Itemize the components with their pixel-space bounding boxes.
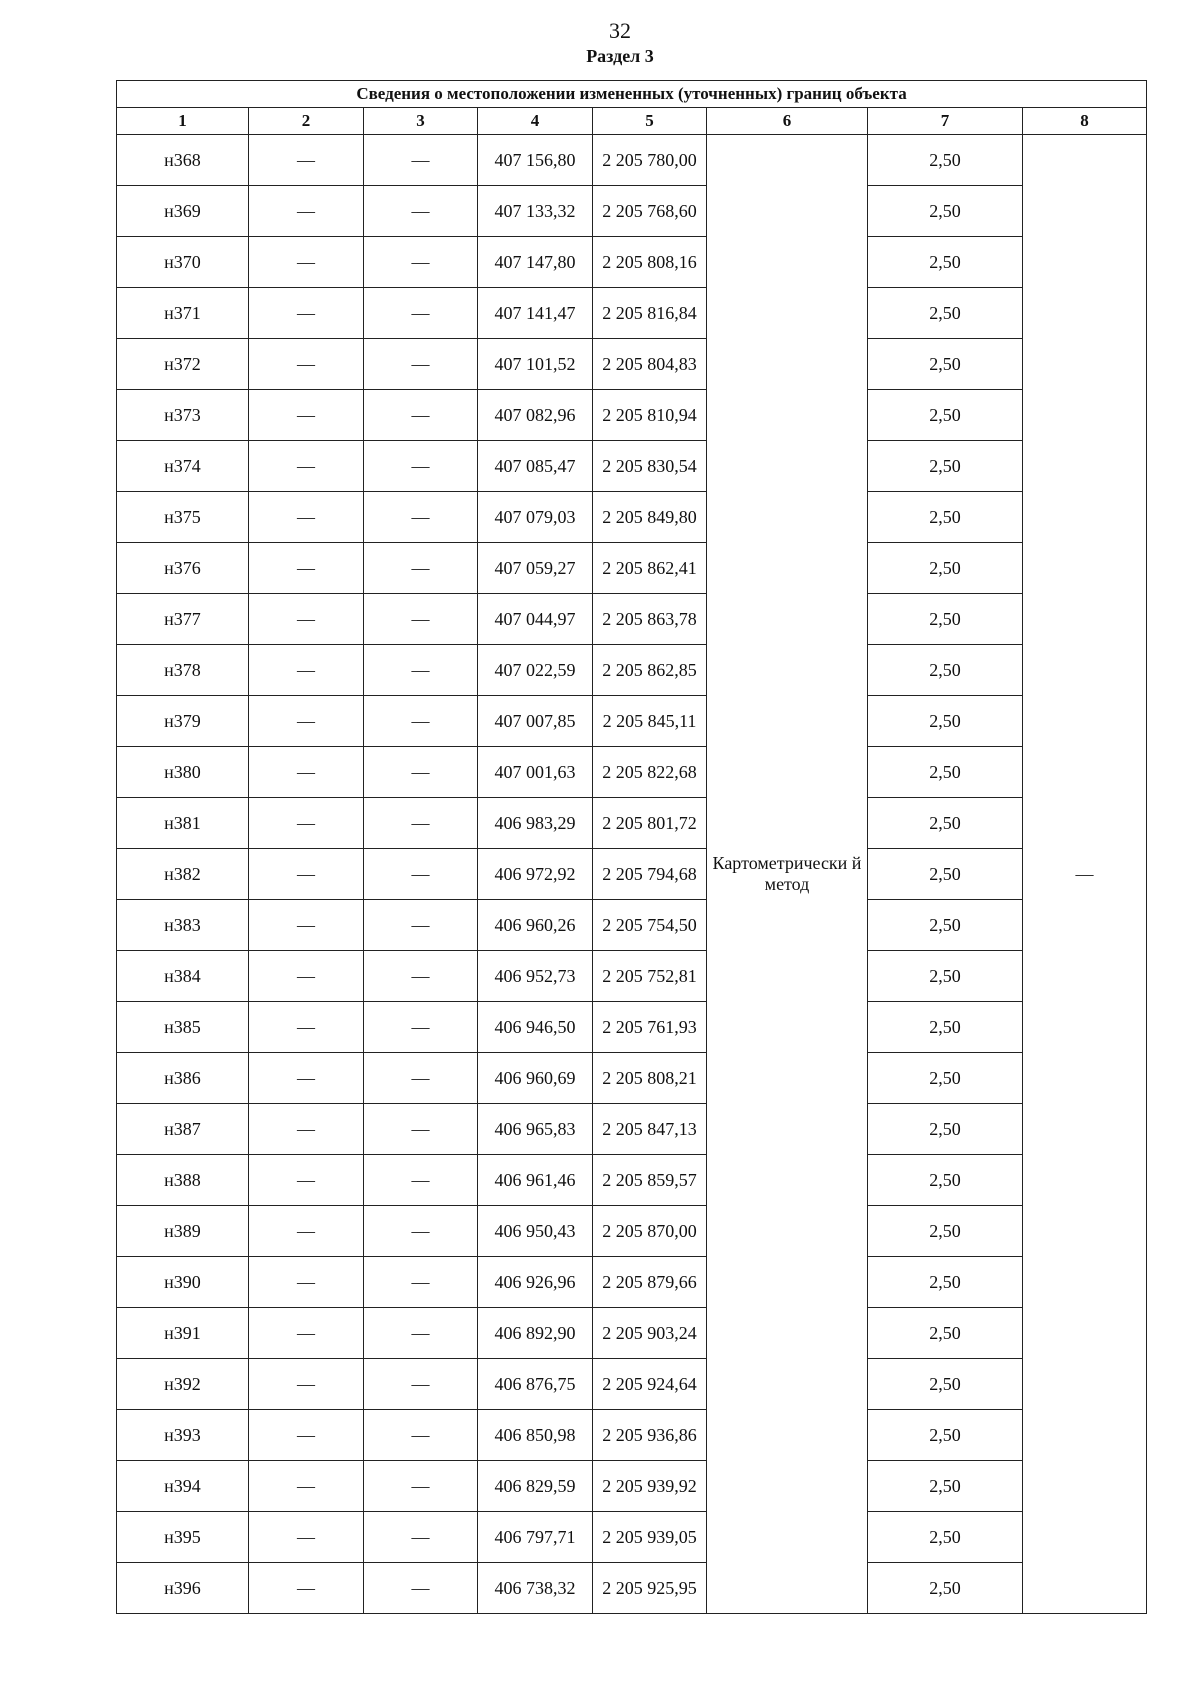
method-cell: Картометрически й метод [707,135,868,1614]
point-cell: н382 [117,849,249,900]
column-2-cell: — [249,1308,364,1359]
y-coordinate-cell: 2 205 794,68 [593,849,707,900]
x-coordinate-cell: 406 960,69 [478,1053,593,1104]
table-row [117,849,1147,900]
x-coordinate-cell: 406 892,90 [478,1308,593,1359]
y-coordinate-cell: 2 205 822,68 [593,747,707,798]
table-row [117,900,1147,951]
column-2-cell: — [249,492,364,543]
point-cell: н393 [117,1410,249,1461]
column-3-cell: — [364,747,478,798]
column-3-cell: — [364,288,478,339]
y-coordinate-cell: 2 205 939,05 [593,1512,707,1563]
point-cell: н385 [117,1002,249,1053]
table-row [117,186,1147,237]
y-coordinate-cell: 2 205 862,41 [593,543,707,594]
point-cell: н381 [117,798,249,849]
column-2-cell: — [249,1461,364,1512]
table-row [117,645,1147,696]
point-cell: н378 [117,645,249,696]
accuracy-cell: 2,50 [868,339,1023,390]
column-2-cell: — [249,1206,364,1257]
x-coordinate-cell: 406 960,26 [478,900,593,951]
table-row [117,339,1147,390]
accuracy-cell: 2,50 [868,594,1023,645]
column-2-cell: — [249,951,364,1002]
column-header-4: 4 [478,108,593,135]
point-cell: н376 [117,543,249,594]
y-coordinate-cell: 2 205 780,00 [593,135,707,186]
column-3-cell: — [364,1155,478,1206]
y-coordinate-cell: 2 205 936,86 [593,1410,707,1461]
point-cell: н388 [117,1155,249,1206]
x-coordinate-cell: 406 797,71 [478,1512,593,1563]
x-coordinate-cell: 407 082,96 [478,390,593,441]
table-row [117,1308,1147,1359]
y-coordinate-cell: 2 205 830,54 [593,441,707,492]
x-coordinate-cell: 406 961,46 [478,1155,593,1206]
accuracy-cell: 2,50 [868,492,1023,543]
column-header-2: 2 [249,108,364,135]
accuracy-cell: 2,50 [868,747,1023,798]
accuracy-cell: 2,50 [868,1563,1023,1614]
y-coordinate-cell: 2 205 849,80 [593,492,707,543]
point-cell: н377 [117,594,249,645]
point-cell: н395 [117,1512,249,1563]
column-3-cell: — [364,900,478,951]
point-cell: н389 [117,1206,249,1257]
point-cell: н386 [117,1053,249,1104]
column-3-cell: — [364,492,478,543]
table-row [117,594,1147,645]
point-cell: н383 [117,900,249,951]
y-coordinate-cell: 2 205 804,83 [593,339,707,390]
column-2-cell: — [249,237,364,288]
y-coordinate-cell: 2 205 808,16 [593,237,707,288]
table-row [117,1053,1147,1104]
x-coordinate-cell: 406 850,98 [478,1410,593,1461]
x-coordinate-cell: 406 972,92 [478,849,593,900]
column-2-cell: — [249,1104,364,1155]
y-coordinate-cell: 2 205 801,72 [593,798,707,849]
table-row [117,747,1147,798]
table-row [117,1104,1147,1155]
accuracy-cell: 2,50 [868,849,1023,900]
accuracy-cell: 2,50 [868,1257,1023,1308]
y-coordinate-cell: 2 205 925,95 [593,1563,707,1614]
table-row [117,696,1147,747]
column-2-cell: — [249,1257,364,1308]
x-coordinate-cell: 407 101,52 [478,339,593,390]
y-coordinate-cell: 2 205 845,11 [593,696,707,747]
point-cell: н396 [117,1563,249,1614]
column-header-6: 6 [707,108,868,135]
y-coordinate-cell: 2 205 859,57 [593,1155,707,1206]
column-3-cell: — [364,1206,478,1257]
x-coordinate-cell: 407 044,97 [478,594,593,645]
column-header-3: 3 [364,108,478,135]
y-coordinate-cell: 2 205 870,00 [593,1206,707,1257]
column-3-cell: — [364,543,478,594]
x-coordinate-cell: 406 965,83 [478,1104,593,1155]
accuracy-cell: 2,50 [868,1359,1023,1410]
point-cell: н368 [117,135,249,186]
column-header-7: 7 [868,108,1023,135]
boundary-table [116,80,1147,1614]
point-cell: н373 [117,390,249,441]
column-2-cell: — [249,441,364,492]
point-cell: н369 [117,186,249,237]
column-2-cell: — [249,135,364,186]
table-row [117,1002,1147,1053]
column-2-cell: — [249,1053,364,1104]
table-row [117,1155,1147,1206]
column-2-cell: — [249,1410,364,1461]
y-coordinate-cell: 2 205 847,13 [593,1104,707,1155]
y-coordinate-cell: 2 205 939,92 [593,1461,707,1512]
y-coordinate-cell: 2 205 768,60 [593,186,707,237]
table-body [117,81,1147,1614]
table-row [117,1563,1147,1614]
x-coordinate-cell: 406 926,96 [478,1257,593,1308]
column-3-cell: — [364,1308,478,1359]
column-header-row [117,108,1147,135]
column-3-cell: — [364,441,478,492]
table-row [117,1257,1147,1308]
y-coordinate-cell: 2 205 810,94 [593,390,707,441]
accuracy-cell: 2,50 [868,237,1023,288]
column-3-cell: — [364,186,478,237]
table-row [117,390,1147,441]
point-cell: н371 [117,288,249,339]
table-row [117,1461,1147,1512]
column-3-cell: — [364,696,478,747]
column-2-cell: — [249,696,364,747]
accuracy-cell: 2,50 [868,645,1023,696]
table-row [117,1206,1147,1257]
x-coordinate-cell: 407 079,03 [478,492,593,543]
x-coordinate-cell: 407 085,47 [478,441,593,492]
column-3-cell: — [364,1512,478,1563]
column-3-cell: — [364,798,478,849]
y-coordinate-cell: 2 205 903,24 [593,1308,707,1359]
column-2-cell: — [249,900,364,951]
point-cell: н392 [117,1359,249,1410]
y-coordinate-cell: 2 205 816,84 [593,288,707,339]
column-3-cell: — [364,1257,478,1308]
section-title: Раздел 3 [586,46,654,66]
y-coordinate-cell: 2 205 808,21 [593,1053,707,1104]
table-row [117,1410,1147,1461]
accuracy-cell: 2,50 [868,696,1023,747]
point-cell: н380 [117,747,249,798]
column-2-cell: — [249,747,364,798]
accuracy-cell: 2,50 [868,1155,1023,1206]
point-cell: н374 [117,441,249,492]
y-coordinate-cell: 2 205 863,78 [593,594,707,645]
accuracy-cell: 2,50 [868,390,1023,441]
table-row [117,1359,1147,1410]
x-coordinate-cell: 407 022,59 [478,645,593,696]
accuracy-cell: 2,50 [868,1512,1023,1563]
y-coordinate-cell: 2 205 761,93 [593,1002,707,1053]
column-2-cell: — [249,798,364,849]
x-coordinate-cell: 406 983,29 [478,798,593,849]
accuracy-cell: 2,50 [868,900,1023,951]
accuracy-cell: 2,50 [868,1461,1023,1512]
column-3-cell: — [364,1359,478,1410]
y-coordinate-cell: 2 205 924,64 [593,1359,707,1410]
accuracy-cell: 2,50 [868,441,1023,492]
y-coordinate-cell: 2 205 862,85 [593,645,707,696]
column-3-cell: — [364,1461,478,1512]
point-cell: н384 [117,951,249,1002]
table-row [117,1512,1147,1563]
x-coordinate-cell: 406 952,73 [478,951,593,1002]
table-caption: Сведения о местоположении измененных (уточненных) границ объекта [117,81,1147,108]
table-row [117,543,1147,594]
y-coordinate-cell: 2 205 752,81 [593,951,707,1002]
x-coordinate-cell: 406 738,32 [478,1563,593,1614]
x-coordinate-cell: 407 059,27 [478,543,593,594]
column-header-8: 8 [1023,108,1147,135]
x-coordinate-cell: 406 950,43 [478,1206,593,1257]
column-3-cell: — [364,1563,478,1614]
accuracy-cell: 2,50 [868,1308,1023,1359]
table-caption-row [117,81,1147,108]
accuracy-cell: 2,50 [868,1104,1023,1155]
point-cell: н379 [117,696,249,747]
point-cell: н390 [117,1257,249,1308]
column-3-cell: — [364,135,478,186]
y-coordinate-cell: 2 205 879,66 [593,1257,707,1308]
point-cell: н387 [117,1104,249,1155]
page-number: 32 [609,18,631,43]
accuracy-cell: 2,50 [868,951,1023,1002]
x-coordinate-cell: 406 876,75 [478,1359,593,1410]
column-3-cell: — [364,849,478,900]
point-cell: н370 [117,237,249,288]
x-coordinate-cell: 407 147,80 [478,237,593,288]
column-2-cell: — [249,288,364,339]
column-2-cell: — [249,390,364,441]
column-header-5: 5 [593,108,707,135]
point-cell: н391 [117,1308,249,1359]
column-2-cell: — [249,1563,364,1614]
column-2-cell: — [249,339,364,390]
accuracy-cell: 2,50 [868,186,1023,237]
column-3-cell: — [364,339,478,390]
point-cell: н394 [117,1461,249,1512]
table-row [117,798,1147,849]
table-row [117,237,1147,288]
table-row [117,441,1147,492]
column-8-cell: — [1023,135,1147,1614]
table-row [117,951,1147,1002]
table-row [117,135,1147,186]
accuracy-cell: 2,50 [868,798,1023,849]
x-coordinate-cell: 406 946,50 [478,1002,593,1053]
column-3-cell: — [364,1104,478,1155]
accuracy-cell: 2,50 [868,1053,1023,1104]
column-2-cell: — [249,645,364,696]
x-coordinate-cell: 407 007,85 [478,696,593,747]
x-coordinate-cell: 407 133,32 [478,186,593,237]
accuracy-cell: 2,50 [868,135,1023,186]
table-row [117,492,1147,543]
x-coordinate-cell: 406 829,59 [478,1461,593,1512]
point-cell: н372 [117,339,249,390]
table-row [117,288,1147,339]
x-coordinate-cell: 407 156,80 [478,135,593,186]
column-3-cell: — [364,594,478,645]
column-3-cell: — [364,390,478,441]
column-2-cell: — [249,1512,364,1563]
accuracy-cell: 2,50 [868,1002,1023,1053]
x-coordinate-cell: 407 001,63 [478,747,593,798]
column-2-cell: — [249,1155,364,1206]
column-3-cell: — [364,1410,478,1461]
column-3-cell: — [364,645,478,696]
column-3-cell: — [364,237,478,288]
accuracy-cell: 2,50 [868,1410,1023,1461]
column-3-cell: — [364,1053,478,1104]
column-2-cell: — [249,543,364,594]
accuracy-cell: 2,50 [868,543,1023,594]
column-3-cell: — [364,951,478,1002]
y-coordinate-cell: 2 205 754,50 [593,900,707,951]
column-2-cell: — [249,849,364,900]
accuracy-cell: 2,50 [868,1206,1023,1257]
column-2-cell: — [249,1002,364,1053]
column-header-1: 1 [117,108,249,135]
column-2-cell: — [249,186,364,237]
column-3-cell: — [364,1002,478,1053]
x-coordinate-cell: 407 141,47 [478,288,593,339]
point-cell: н375 [117,492,249,543]
column-2-cell: — [249,594,364,645]
column-2-cell: — [249,1359,364,1410]
accuracy-cell: 2,50 [868,288,1023,339]
